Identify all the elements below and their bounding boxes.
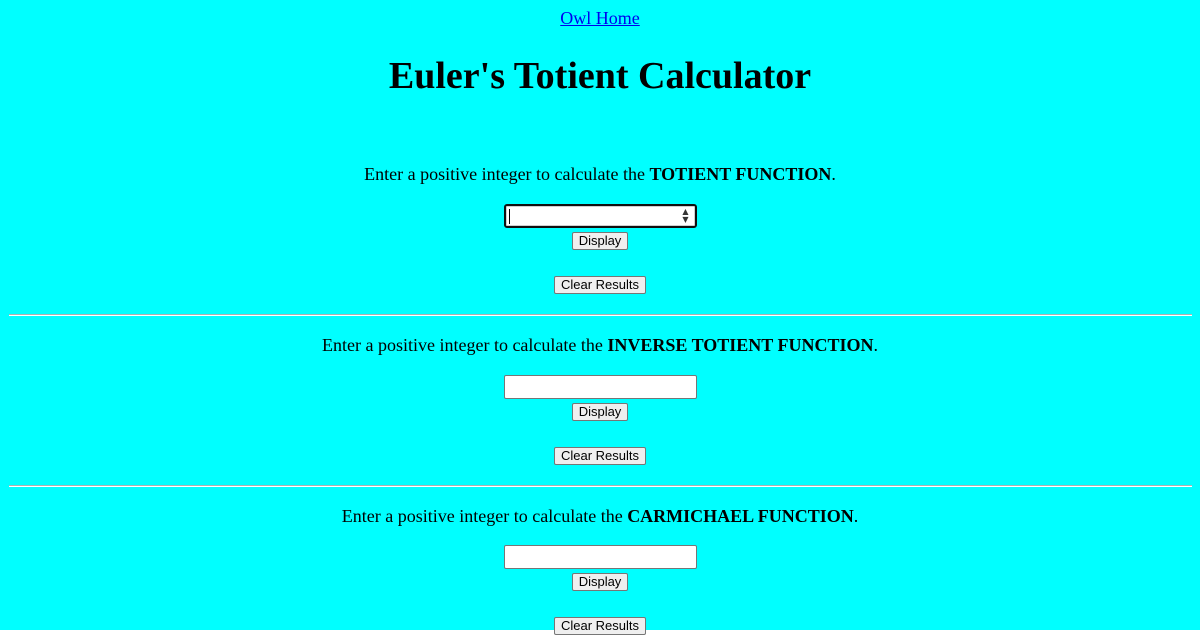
carmichael-display-button[interactable]: Display xyxy=(572,573,629,591)
inverse-totient-clear-results-button[interactable]: Clear Results xyxy=(554,447,646,465)
text-caret xyxy=(509,209,510,224)
prompt-suffix: . xyxy=(831,164,836,184)
inverse-totient-input-row xyxy=(0,375,1200,399)
inverse-totient-prompt xyxy=(0,333,1200,357)
inverse-totient-display-row xyxy=(0,403,1200,421)
section-divider xyxy=(9,314,1192,316)
totient-display-button[interactable]: Display xyxy=(572,232,629,250)
carmichael-number-input[interactable] xyxy=(504,545,697,569)
carmichael-clear-row xyxy=(0,617,1200,635)
owl-home-link[interactable]: Owl Home xyxy=(560,8,640,28)
totient-number-input[interactable] xyxy=(504,204,697,228)
carmichael-prompt xyxy=(0,504,1200,528)
carmichael-clear-results-button[interactable]: Clear Results xyxy=(554,617,646,635)
prompt-text: Enter a positive integer to calculate the xyxy=(322,335,608,355)
page-title: Euler's Totient Calculator xyxy=(388,55,812,97)
totient-input-row xyxy=(0,204,1200,228)
prompt-text: Enter a positive integer to calculate the xyxy=(341,506,628,526)
spinner-arrows-icon[interactable]: ▲ ▼ xyxy=(682,207,689,224)
prompt-suffix: . xyxy=(873,335,878,355)
prompt-suffix: . xyxy=(853,506,859,526)
function-name: TOTIENT FUNCTION xyxy=(649,164,832,184)
inverse-totient-clear-row xyxy=(0,447,1200,465)
prompt-text: Enter a positive integer to calculate the xyxy=(364,164,650,184)
totient-clear-results-button[interactable]: Clear Results xyxy=(554,276,646,294)
section-divider xyxy=(9,485,1192,487)
inverse-totient-number-input[interactable] xyxy=(504,375,697,399)
totient-clear-row xyxy=(0,276,1200,294)
totient-display-row xyxy=(0,232,1200,250)
function-name: INVERSE TOTIENT FUNCTION xyxy=(607,335,874,355)
home-link-row xyxy=(0,6,1200,30)
carmichael-display-row xyxy=(0,573,1200,591)
inverse-totient-display-button[interactable]: Display xyxy=(572,403,629,421)
carmichael-input-row xyxy=(0,545,1200,569)
function-name: CARMICHAEL FUNCTION xyxy=(627,506,854,526)
totient-prompt xyxy=(0,162,1200,186)
